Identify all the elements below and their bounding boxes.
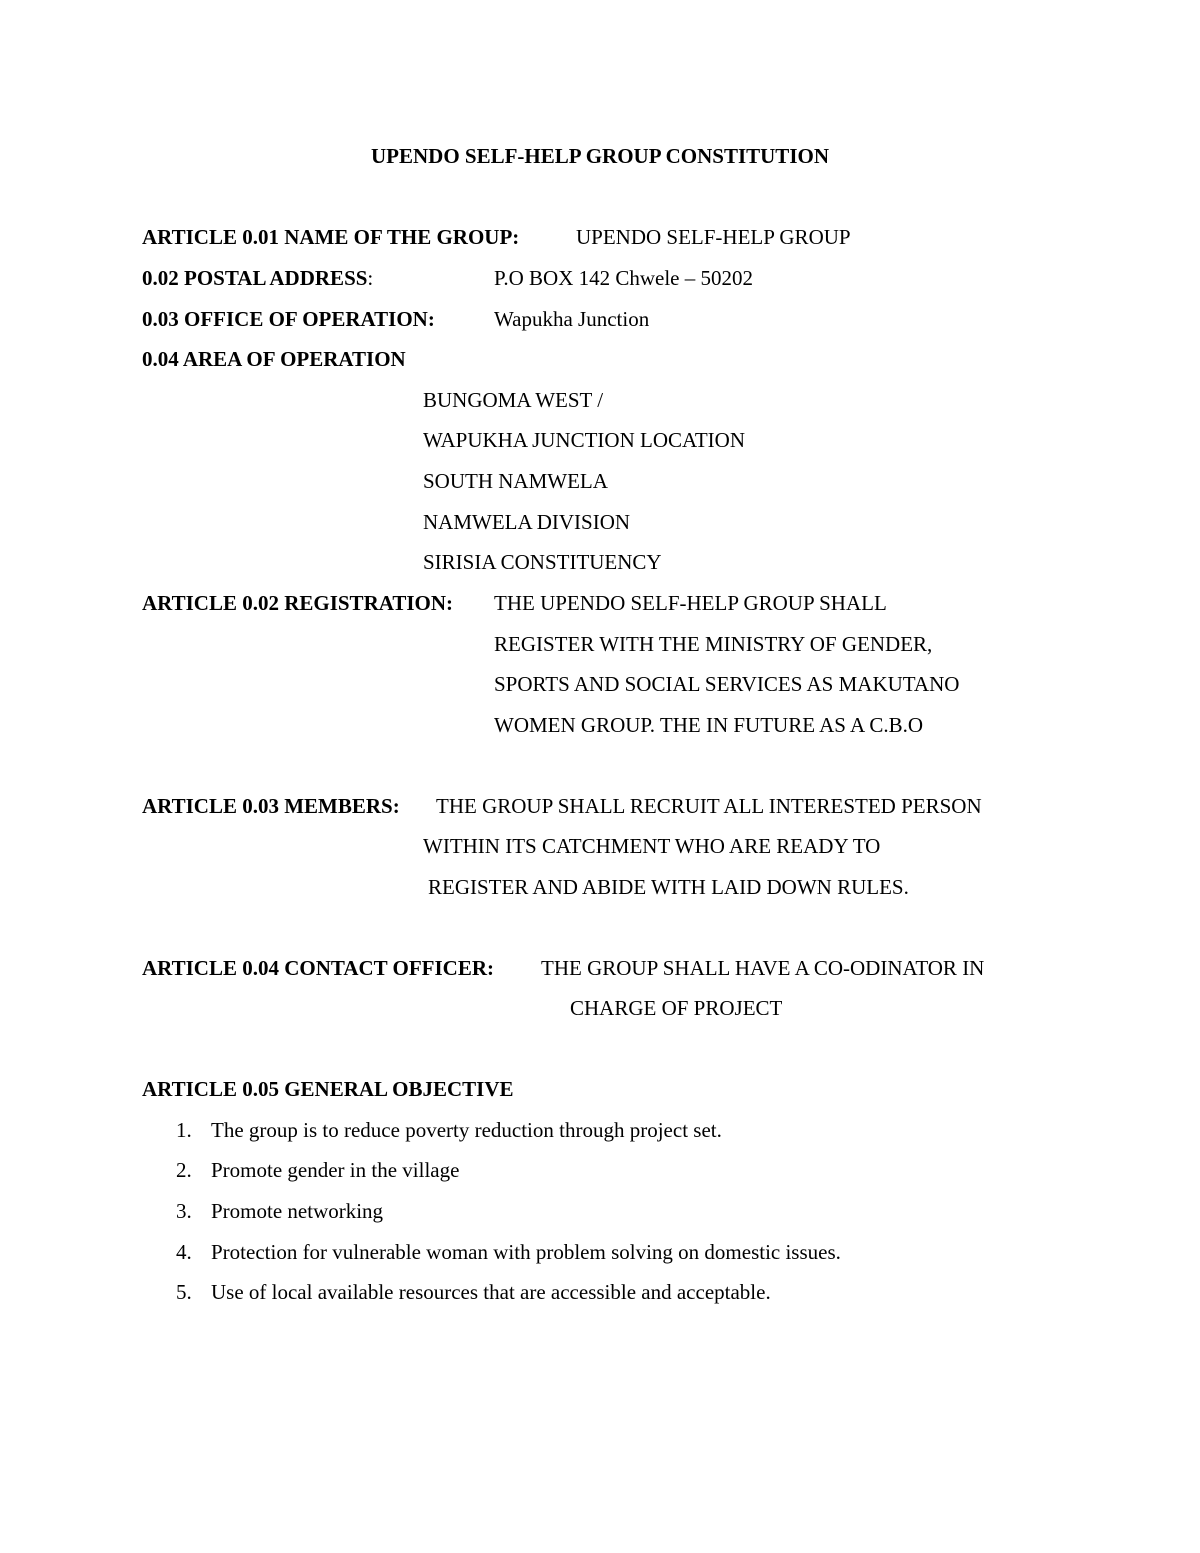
registration-label: ARTICLE 0.02 REGISTRATION: [142, 591, 454, 615]
contact-line: THE GROUP SHALL HAVE A CO-ODINATOR IN [541, 956, 985, 980]
page-title: UPENDO SELF-HELP GROUP CONSTITUTION [371, 144, 829, 168]
objective-item: Protection for vulnerable woman with problem solving on domestic issues. [211, 1240, 841, 1264]
contact-line: CHARGE OF PROJECT [570, 996, 783, 1020]
registration-line: WOMEN GROUP. THE IN FUTURE AS A C.B.O [494, 713, 923, 737]
area-line: SIRISIA CONSTITUENCY [423, 550, 662, 574]
registration-line: THE UPENDO SELF-HELP GROUP SHALL [494, 591, 887, 615]
objective-item: Promote gender in the village [211, 1158, 460, 1182]
postal-address-row [142, 266, 373, 290]
objective-number: 3. [176, 1199, 192, 1223]
postal-address-colon: : [367, 266, 374, 290]
objective-number: 5. [176, 1280, 192, 1304]
objective-item: Promote networking [211, 1199, 384, 1223]
objective-item: The group is to reduce poverty reduction through project set. [211, 1118, 722, 1142]
area-line: SOUTH NAMWELA [423, 469, 608, 493]
objective-number: 1. [176, 1118, 192, 1142]
article-name-label: ARTICLE 0.01 NAME OF THE GROUP: [142, 225, 520, 249]
article-name-value: UPENDO SELF-HELP GROUP [576, 225, 851, 249]
objective-label: ARTICLE 0.05 GENERAL OBJECTIVE [142, 1077, 514, 1101]
postal-address-label: 0.02 POSTAL ADDRESS [142, 266, 368, 290]
objective-number: 4. [176, 1240, 192, 1264]
area-line: BUNGOMA WEST / [423, 388, 604, 412]
postal-address-value: P.O BOX 142 Chwele – 50202 [494, 266, 754, 290]
registration-line: REGISTER WITH THE MINISTRY OF GENDER, [494, 632, 933, 656]
office-label: 0.03 OFFICE OF OPERATION: [142, 307, 435, 331]
area-line: WAPUKHA JUNCTION LOCATION [423, 428, 745, 452]
area-line: NAMWELA DIVISION [423, 510, 631, 534]
registration-line: SPORTS AND SOCIAL SERVICES AS MAKUTANO [494, 672, 960, 696]
members-line: THE GROUP SHALL RECRUIT ALL INTERESTED PERSON [436, 794, 982, 818]
contact-label: ARTICLE 0.04 CONTACT OFFICER: [142, 956, 495, 980]
members-label: ARTICLE 0.03 MEMBERS: [142, 794, 400, 818]
area-label: 0.04 AREA OF OPERATION [142, 347, 406, 371]
objective-item: Use of local available resources that are accessible and acceptable. [211, 1280, 771, 1304]
members-line: REGISTER AND ABIDE WITH LAID DOWN RULES. [428, 875, 909, 899]
members-line: WITHIN ITS CATCHMENT WHO ARE READY TO [423, 834, 881, 858]
objective-number: 2. [176, 1158, 192, 1182]
office-value: Wapukha Junction [494, 307, 650, 331]
